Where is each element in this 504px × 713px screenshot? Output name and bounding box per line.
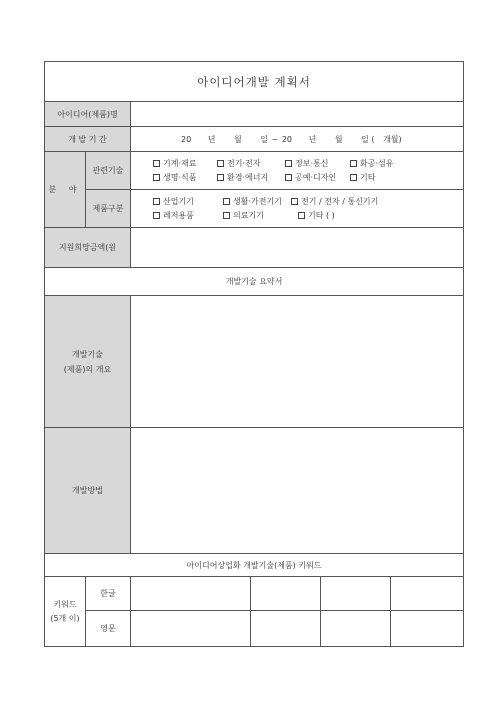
english-keyword-4[interactable]: [391, 611, 464, 647]
option-leisure-goods[interactable]: 레저용품: [153, 209, 223, 223]
method-label: 개발방법: [45, 428, 131, 554]
period-end-year-unit: 년: [308, 134, 317, 144]
overview-label-line-1: 개발기술: [72, 349, 103, 359]
summary-title: 개발기술 요약서: [45, 268, 464, 296]
korean-keyword-4[interactable]: [391, 577, 464, 611]
amount-label: 지원희망금액(원: [45, 228, 131, 268]
idea-name-label: 아이디어(제품)명: [45, 102, 131, 127]
period-start-year-unit: 년: [207, 134, 216, 144]
english-keyword-1[interactable]: [131, 611, 251, 647]
method-field[interactable]: [131, 428, 464, 554]
checkbox-icon[interactable]: [153, 174, 160, 181]
english-keyword-2[interactable]: [251, 611, 321, 647]
form-title: 아이디어개발 계획서: [45, 62, 464, 102]
option-electronic-comm-device[interactable]: 전기 / 전자 / 통신기기: [291, 195, 378, 209]
period-months-unit: 개월): [383, 134, 402, 144]
checkbox-icon[interactable]: [153, 212, 160, 219]
keyword-label-line-1: 키워드: [53, 600, 77, 609]
option-other-tech[interactable]: 기타: [350, 171, 375, 185]
field-label: 분 야: [45, 152, 86, 228]
option-other-product[interactable]: 기타 ( ): [298, 209, 335, 223]
keyword-label: [45, 577, 86, 647]
option-environment-energy[interactable]: 환경·에너지: [217, 171, 285, 185]
korean-keyword-3[interactable]: [321, 577, 391, 611]
checkbox-icon[interactable]: [217, 160, 224, 167]
option-electrical-electronic[interactable]: 전기·전자: [217, 157, 285, 171]
checkbox-icon[interactable]: [217, 174, 224, 181]
product-type-label: 제품구분: [86, 190, 131, 228]
period-end-month-unit: 월: [334, 134, 343, 144]
checkbox-icon[interactable]: [285, 160, 292, 167]
period-start-month-unit: 월: [234, 134, 242, 144]
related-tech-label: 관련기술: [86, 152, 131, 190]
option-craft-design[interactable]: 공예·디자인: [285, 171, 350, 185]
option-industrial-equipment[interactable]: 산업기기: [153, 195, 223, 209]
keyword-label-line-2: (5개 이): [50, 614, 80, 623]
checkbox-icon[interactable]: [291, 198, 298, 205]
amount-field[interactable]: [131, 228, 464, 268]
checkbox-icon[interactable]: [223, 212, 230, 219]
overview-label: [45, 296, 131, 428]
option-medical-device[interactable]: 의료기기: [223, 209, 298, 223]
option-mechanical-materials[interactable]: 기계·재료: [153, 157, 217, 171]
period-start-day-unit: 일: [260, 134, 269, 144]
period-end-day-unit: 일 (: [361, 134, 375, 144]
korean-keyword-2[interactable]: [251, 577, 321, 611]
period-label: 개 발 기 간: [45, 127, 131, 152]
option-home-appliance[interactable]: 생활·가전기기: [223, 195, 291, 209]
checkbox-icon[interactable]: [153, 160, 160, 167]
period-field[interactable]: [131, 127, 464, 152]
idea-name-field[interactable]: [131, 102, 464, 127]
idea-development-plan-form: [44, 61, 464, 647]
checkbox-icon[interactable]: [350, 160, 357, 167]
korean-keyword-1[interactable]: [131, 577, 251, 611]
related-tech-options: [131, 152, 464, 190]
keyword-title: 아이디어상업화 개발기술(제품) 키워드: [45, 554, 464, 577]
option-life-food[interactable]: 생명·식품: [153, 171, 217, 185]
checkbox-icon[interactable]: [285, 174, 292, 181]
korean-label: 한글: [86, 577, 131, 611]
period-end-year: 20: [281, 134, 293, 144]
option-chemical-textile[interactable]: 화공·섬유: [350, 157, 393, 171]
checkbox-icon[interactable]: [223, 198, 230, 205]
option-info-comm[interactable]: 정보·통신: [285, 157, 350, 171]
period-start-year: 20: [181, 134, 192, 144]
checkbox-icon[interactable]: [350, 174, 357, 181]
checkbox-icon[interactable]: [298, 212, 305, 219]
period-tilde: ~: [271, 134, 279, 144]
product-type-options: [131, 190, 464, 228]
overview-label-line-2: (제품)의 개요: [63, 364, 112, 374]
overview-field[interactable]: [131, 296, 464, 428]
checkbox-icon[interactable]: [153, 198, 160, 205]
english-label: 영문: [86, 611, 131, 647]
english-keyword-3[interactable]: [321, 611, 391, 647]
